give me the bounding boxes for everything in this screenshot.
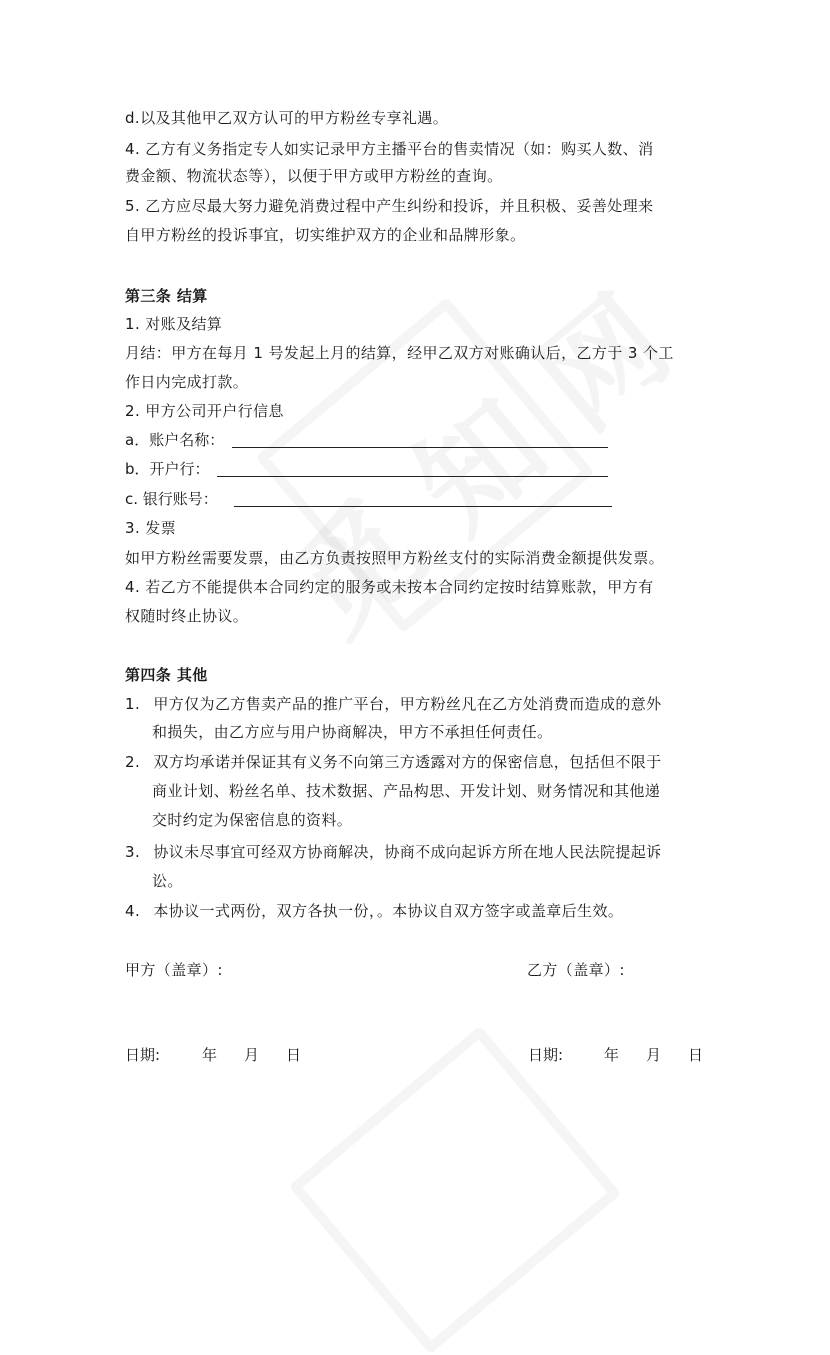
party-a-seal: 甲方（盖章）:	[125, 961, 223, 979]
party-a-year: 年	[202, 1046, 218, 1064]
party-b-seal: 乙方（盖章）:	[527, 961, 625, 979]
s4-item1-text1: 甲方仅为乙方售卖产品的推广平台，甲方粉丝凡在乙方处消费而造成的意外	[153, 695, 662, 713]
s4-item1-line2: 和损失，由乙方应与用户协商解决，甲方不承担任何责任。	[152, 723, 553, 741]
item4-line2: 费金额、物流状态等），以便于甲方或甲方粉丝的查询。	[125, 167, 503, 185]
s4-item3-text1: 协议未尽事宜可经双方协商解决，协商不成向起诉方所在地人民法院提起诉	[153, 843, 662, 861]
section3-item4-line1: 4. 若乙方不能提供本合同约定的服务或未按本合同约定按时结算账款，甲方有	[125, 578, 654, 596]
section4-title: 第四条 其他	[125, 666, 208, 684]
s4-item1-num: 1.	[125, 695, 141, 713]
s4-item4-num: 4.	[125, 902, 141, 920]
s4-item1-line1	[125, 694, 662, 714]
section3-item1: 1. 对账及结算	[125, 315, 223, 333]
s4-item4-text1: 本协议一式两份，双方各执一份，。本协议自双方签字或盖章后生效。	[153, 902, 624, 920]
party-a-date-label: 日期:	[125, 1046, 161, 1064]
s4-item3-line1	[125, 842, 662, 862]
s4-item3-num: 3.	[125, 843, 141, 861]
item5-line1: 5. 乙方应尽最大努力避免消费过程中产生纠纷和投诉，并且积极、妥善处理来	[125, 197, 654, 215]
account-no-underline	[234, 506, 612, 507]
monthly-line1: 月结：甲方在每月 1 号发起上月的结算，经甲乙双方对账确认后，乙方于 3 个工	[125, 344, 674, 362]
account-name-underline	[232, 447, 608, 448]
section3-item4-line2: 权随时终止协议。	[125, 607, 249, 625]
party-b-date-label: 日期:	[528, 1046, 564, 1064]
invoice-line: 如甲方粉丝需要发票，由乙方负责按照甲方粉丝支付的实际消费金额提供发票。	[125, 549, 665, 567]
s4-item2-line1	[125, 752, 662, 772]
party-a-month: 月	[244, 1046, 260, 1064]
item-d: d.以及其他甲乙双方认可的甲方粉丝专享礼遇。	[125, 109, 449, 127]
s4-item2-line2: 商业计划、粉丝名单、技术数据、产品构思、开发计划、财务情况和其他递	[152, 782, 661, 800]
s4-item2-text1: 双方均承诺并保证其有义务不向第三方透露对方的保密信息，包括但不限于	[153, 753, 662, 771]
monthly-line2: 作日内完成打款。	[125, 373, 249, 391]
account-no-label: c. 银行账号：	[125, 490, 218, 508]
bank-underline	[217, 476, 608, 477]
party-a-day: 日	[286, 1046, 302, 1064]
party-b-year: 年	[604, 1046, 620, 1064]
s4-item4-line1	[125, 901, 623, 921]
item5-line2: 自甲方粉丝的投诉事宜，切实维护双方的企业和品牌形象。	[125, 226, 526, 244]
s4-item2-num: 2.	[125, 753, 141, 771]
item4-line1: 4. 乙方有义务指定专人如实记录甲方主播平台的售卖情况（如：购买人数、消	[125, 140, 654, 158]
section3-title: 第三条 结算	[125, 287, 208, 305]
party-b-day: 日	[688, 1046, 704, 1064]
bank-label: b．开户行：	[125, 460, 210, 478]
account-name-label: a．账户名称：	[125, 431, 225, 449]
section3-item3: 3. 发票	[125, 519, 177, 537]
s4-item2-line3: 交时约定为保密信息的资料。	[152, 811, 353, 829]
s4-item3-line2: 讼。	[152, 872, 183, 890]
party-b-month: 月	[646, 1046, 662, 1064]
section3-item2: 2. 甲方公司开户行信息	[125, 402, 284, 420]
watermark-frame-bottom	[289, 1025, 622, 1354]
